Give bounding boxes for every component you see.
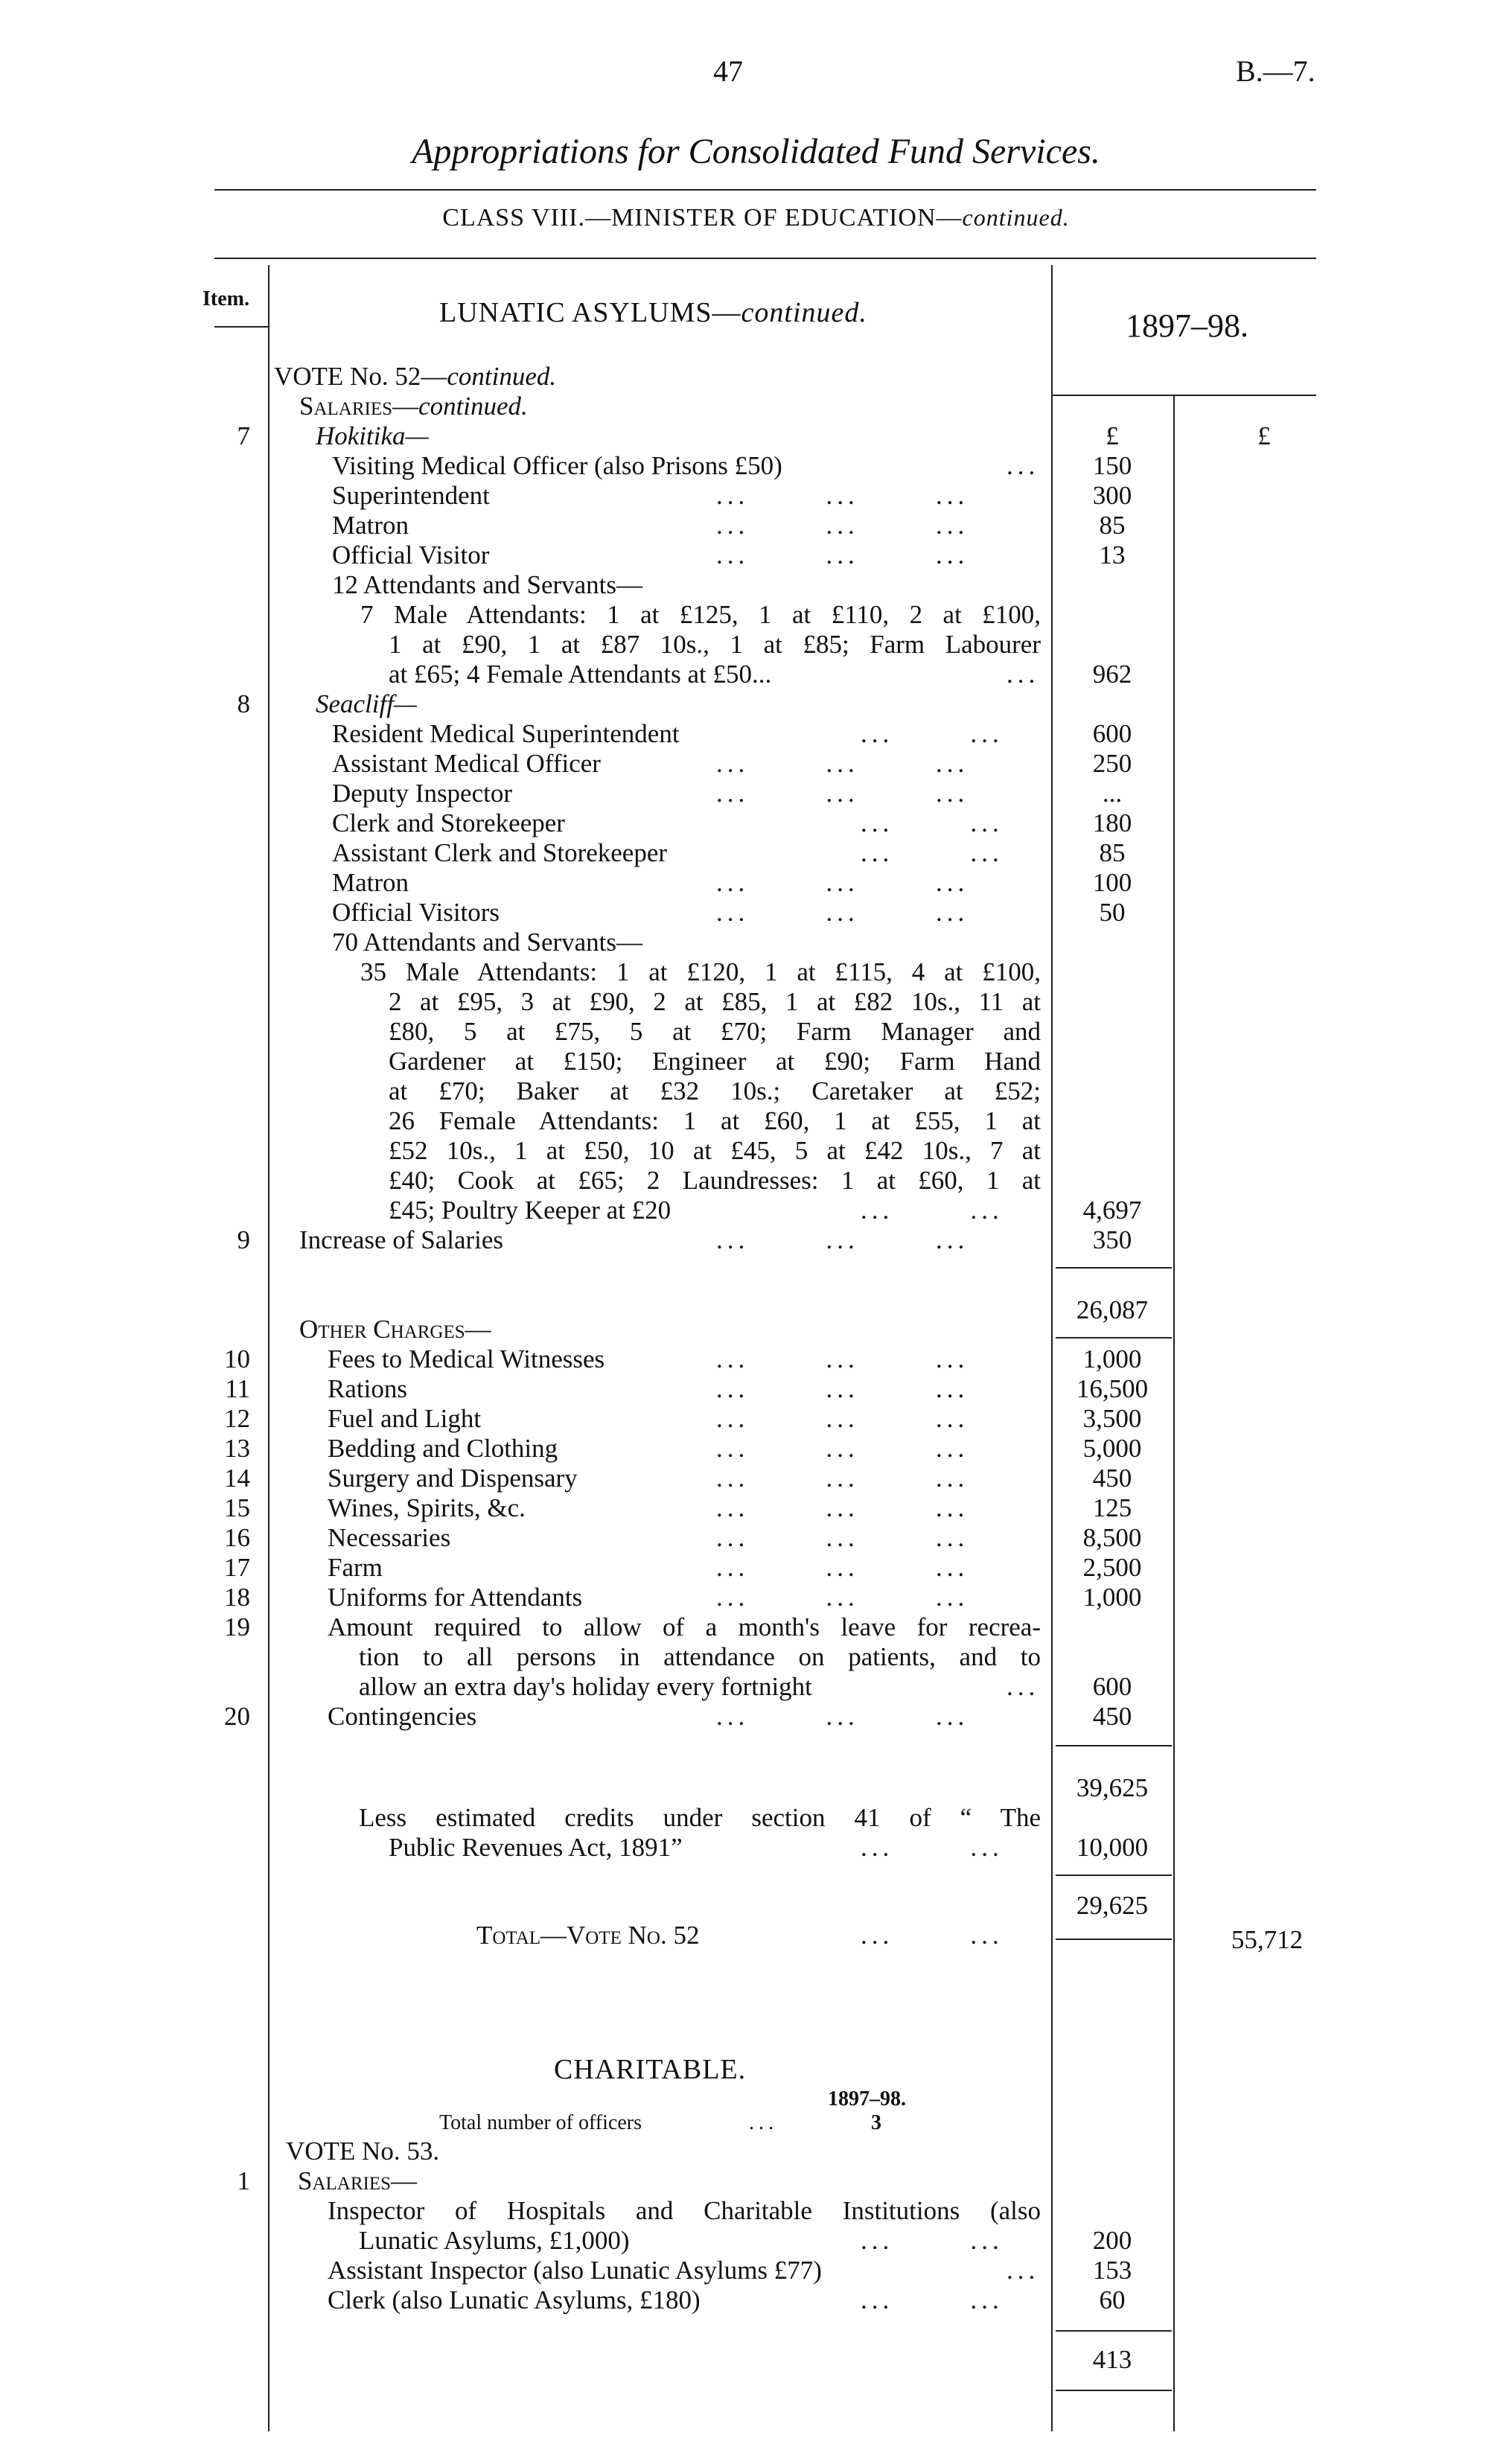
leader-dots: ... ... xyxy=(861,1196,1004,1225)
seacliff-heading: Seacliff— xyxy=(316,689,418,718)
currency-symbol: £ xyxy=(1106,421,1119,450)
leader-dots: ... ... ... xyxy=(716,898,969,927)
amount: 8,500 xyxy=(1082,1523,1142,1552)
amount: 16,500 xyxy=(1076,1374,1149,1403)
item-header-underline xyxy=(214,326,268,328)
amount: 50 xyxy=(1099,898,1126,927)
line-item: Official Visitors xyxy=(332,898,500,927)
vote-total-label: Total—Vote No. 52 xyxy=(476,1921,700,1950)
line-item: Surgery and Dispensary xyxy=(328,1464,578,1493)
amount: 100 xyxy=(1092,868,1132,897)
line-item: Assistant Clerk and Storekeeper xyxy=(332,838,668,867)
page-number: 47 xyxy=(713,54,743,88)
attendants-detail: £45; Poultry Keeper at £20 xyxy=(389,1196,672,1225)
amount: ... xyxy=(1102,779,1123,808)
amount: 85 xyxy=(1099,511,1126,540)
amount: 300 xyxy=(1092,481,1132,510)
year-column-header: 1897–98. xyxy=(1126,307,1248,344)
salaries-heading: Salaries—continued. xyxy=(299,392,528,421)
leader-dots: ... ... ... xyxy=(716,1374,969,1403)
line-item: Matron xyxy=(332,868,409,897)
item-number: 14 xyxy=(224,1464,250,1493)
amount: 600 xyxy=(1092,1672,1132,1701)
line-item: Rations xyxy=(328,1374,407,1403)
item-number: 10 xyxy=(224,1344,250,1373)
subtotal-rule xyxy=(1056,1337,1172,1339)
leader-dots: ... ... ... xyxy=(716,1583,969,1612)
leader-dots: ... ... ... xyxy=(716,779,969,808)
line-item: Visiting Medical Officer (also Prisons £50) xyxy=(332,451,782,480)
leader-dots: ... ... ... xyxy=(716,1493,969,1522)
leader-dots: ... ... ... xyxy=(716,511,969,540)
item-number: 20 xyxy=(224,1702,250,1731)
amount: 200 xyxy=(1092,2226,1132,2255)
subtotal-rule xyxy=(1056,1875,1172,1876)
officers-count: 3 xyxy=(871,2111,881,2134)
attendants-detail: Gardener at £150; Engineer at £90; Farm Hand xyxy=(389,1047,1041,1076)
leave-text: Amount required to allow of a month's leave for recrea- xyxy=(328,1612,1041,1641)
item-number: 9 xyxy=(237,1225,250,1254)
amount-column-rule-left xyxy=(1051,265,1053,2431)
amount: 13 xyxy=(1099,540,1126,569)
amount: 150 xyxy=(1092,451,1132,480)
hokitika-heading: Hokitika— xyxy=(316,421,429,450)
leave-text: allow an extra day's holiday every fortnight xyxy=(359,1672,812,1701)
divider-top xyxy=(214,189,1316,191)
amount: 5,000 xyxy=(1082,1434,1142,1463)
item-number: 18 xyxy=(224,1583,250,1612)
amount: 60 xyxy=(1099,2285,1126,2314)
attendants-heading: 70 Attendants and Servants— xyxy=(332,928,643,957)
item-number: 13 xyxy=(224,1434,250,1463)
divider-class xyxy=(214,258,1316,259)
amount: 85 xyxy=(1099,838,1126,867)
leader-dots: ... ... ... xyxy=(716,1404,969,1433)
leader-dots: ... ... ... xyxy=(716,481,969,510)
leader-dots: ... ... xyxy=(861,2285,1004,2314)
line-item: Uniforms for Attendants xyxy=(328,1583,583,1612)
vote-total-amount: 55,712 xyxy=(1231,1925,1304,1954)
salaries-heading: Salaries— xyxy=(298,2166,418,2195)
item-number: 7 xyxy=(237,421,250,450)
line-item: Necessaries xyxy=(328,1523,451,1552)
leader-dots: ... ... ... xyxy=(716,1702,969,1731)
charitable-heading: CHARITABLE. xyxy=(554,2054,747,2085)
other-charges-heading: Other Charges— xyxy=(299,1315,491,1344)
line-item: Wines, Spirits, &c. xyxy=(328,1493,526,1522)
leader-dots: ... ... ... xyxy=(716,749,969,778)
item-number: 1 xyxy=(237,2166,250,2195)
total-rule xyxy=(1056,1939,1172,1940)
line-item: Matron xyxy=(332,511,409,540)
amount: 3,500 xyxy=(1082,1404,1142,1433)
attendants-detail: at £65; 4 Female Attendants at £50... xyxy=(389,660,772,689)
vote-heading: VOTE No. 53. xyxy=(286,2137,440,2166)
leader-dots: ... ... ... xyxy=(716,1553,969,1582)
leader-dots: ... ... ... xyxy=(716,1464,969,1493)
line-item: Assistant Inspector (also Lunatic Asylums £77) xyxy=(328,2256,822,2285)
item-number: 15 xyxy=(224,1493,250,1522)
attendants-detail: £80, 5 at £75, 5 at £70; Farm Manager and xyxy=(389,1017,1041,1046)
line-item: Fuel and Light xyxy=(328,1404,482,1433)
item-number: 19 xyxy=(224,1612,250,1641)
line-item: Increase of Salaries xyxy=(299,1225,504,1254)
vote-heading: VOTE No. 52—continued. xyxy=(274,362,557,391)
item-number: 11 xyxy=(225,1374,250,1403)
line-item: Superintendent xyxy=(332,481,490,510)
officers-year: 1897–98. xyxy=(828,2087,906,2110)
year-header-underline xyxy=(1051,395,1316,396)
amount: 250 xyxy=(1092,749,1132,778)
item-number: 17 xyxy=(224,1553,250,1582)
line-item: Inspector of Hospitals and Charitable Institutions (also xyxy=(328,2196,1041,2225)
subtotal-amount: 26,087 xyxy=(1076,1295,1149,1324)
attendants-detail: 35 Male Attendants: 1 at £120, 1 at £115, 4 at £100, xyxy=(360,957,1041,986)
credits-text: Public Revenues Act, 1891” xyxy=(389,1833,683,1862)
attendants-detail: 1 at £90, 1 at £87 10s., 1 at £85; Farm Labourer xyxy=(389,630,1041,659)
line-item: Farm xyxy=(328,1553,383,1582)
attendants-detail: 7 Male Attendants: 1 at £125, 1 at £110, 2 at £100, xyxy=(360,600,1041,629)
amount: 153 xyxy=(1092,2256,1132,2285)
item-column-rule xyxy=(268,265,269,2431)
amount: 2,500 xyxy=(1082,1553,1142,1582)
subtotal-rule xyxy=(1056,2330,1172,2332)
leader-dots: ... xyxy=(1007,451,1040,480)
amount: 600 xyxy=(1092,719,1132,748)
page-title: Appropriations for Consolidated Fund Services. xyxy=(412,132,1100,171)
line-item: Contingencies xyxy=(328,1702,477,1731)
leader-dots: ... ... ... xyxy=(716,1225,969,1254)
attendants-detail: £40; Cook at £65; 2 Laundresses: 1 at £60, 1 at xyxy=(389,1166,1041,1195)
net-amount: 29,625 xyxy=(1076,1891,1149,1920)
document-reference: B.—7. xyxy=(1236,54,1315,88)
attendants-detail: 2 at £95, 3 at £90, 2 at £85, 1 at £82 10s., 11 at xyxy=(389,987,1041,1016)
item-column-header: Item. xyxy=(202,287,249,310)
line-item: Official Visitor xyxy=(332,540,490,569)
amount: 450 xyxy=(1092,1464,1132,1493)
leader-dots: ... ... xyxy=(861,838,1004,867)
amount: 1,000 xyxy=(1082,1344,1142,1373)
amount: 450 xyxy=(1092,1702,1132,1731)
currency-symbol: £ xyxy=(1257,421,1271,450)
subtotal-rule xyxy=(1056,1267,1172,1269)
leader-dots: ... xyxy=(749,2111,778,2134)
gross-amount: 39,625 xyxy=(1076,1773,1149,1802)
attendants-heading: 12 Attendants and Servants— xyxy=(332,570,643,599)
subtotal-rule xyxy=(1056,1745,1172,1746)
leader-dots: ... xyxy=(1007,2256,1040,2285)
attendants-detail: 26 Female Attendants: 1 at £60, 1 at £55, 1 at xyxy=(389,1106,1041,1135)
leader-dots: ... ... xyxy=(861,1921,1004,1950)
leader-dots: ... xyxy=(1007,1672,1040,1701)
leader-dots: ... ... ... xyxy=(716,1344,969,1373)
line-item: Clerk (also Lunatic Asylums, £180) xyxy=(328,2285,701,2314)
leader-dots: ... ... ... xyxy=(716,868,969,897)
credits-text: Less estimated credits under section 41 of “ The xyxy=(359,1803,1041,1832)
leader-dots: ... xyxy=(1007,660,1040,689)
leader-dots: ... ... ... xyxy=(716,540,969,569)
line-item: Bedding and Clothing xyxy=(328,1434,558,1463)
item-number: 12 xyxy=(224,1404,250,1433)
amount-column-rule-mid xyxy=(1173,395,1175,2431)
leader-dots: ... ... ... xyxy=(716,1434,969,1463)
line-item: Resident Medical Superintendent xyxy=(332,719,680,748)
leader-dots: ... ... xyxy=(861,1833,1004,1862)
line-item: Fees to Medical Witnesses xyxy=(328,1344,605,1373)
leader-dots: ... ... ... xyxy=(716,1523,969,1552)
credits-amount: 10,000 xyxy=(1076,1833,1149,1862)
amount: 350 xyxy=(1092,1225,1132,1254)
amount: 180 xyxy=(1092,808,1132,837)
item-number: 8 xyxy=(237,689,250,718)
line-item: Lunatic Asylums, £1,000) xyxy=(359,2226,630,2255)
vote-total-amount: 413 xyxy=(1092,2345,1132,2374)
class-heading: CLASS VIII.—MINISTER OF EDUCATION—continued. xyxy=(442,204,1070,232)
total-rule xyxy=(1056,2390,1172,2391)
line-item: Clerk and Storekeeper xyxy=(332,808,565,837)
leader-dots: ... ... xyxy=(861,719,1004,748)
leave-text: tion to all persons in attendance on patients, and to xyxy=(359,1642,1041,1671)
amount: 125 xyxy=(1092,1493,1132,1522)
line-item: Deputy Inspector xyxy=(332,779,513,808)
section-heading: LUNATIC ASYLUMS—continued. xyxy=(439,297,867,328)
amount: 1,000 xyxy=(1082,1583,1142,1612)
line-item: Assistant Medical Officer xyxy=(332,749,601,778)
officers-label: Total number of officers xyxy=(439,2111,642,2134)
leader-dots: ... ... xyxy=(861,808,1004,837)
item-number: 16 xyxy=(224,1523,250,1552)
attendants-detail: £52 10s., 1 at £50, 10 at £45, 5 at £42 10s., 7 at xyxy=(389,1136,1041,1165)
attendants-detail: at £70; Baker at £32 10s.; Caretaker at £52; xyxy=(389,1076,1041,1105)
leader-dots: ... ... xyxy=(861,2226,1004,2255)
amount: 962 xyxy=(1092,660,1132,689)
amount: 4,697 xyxy=(1082,1196,1142,1225)
